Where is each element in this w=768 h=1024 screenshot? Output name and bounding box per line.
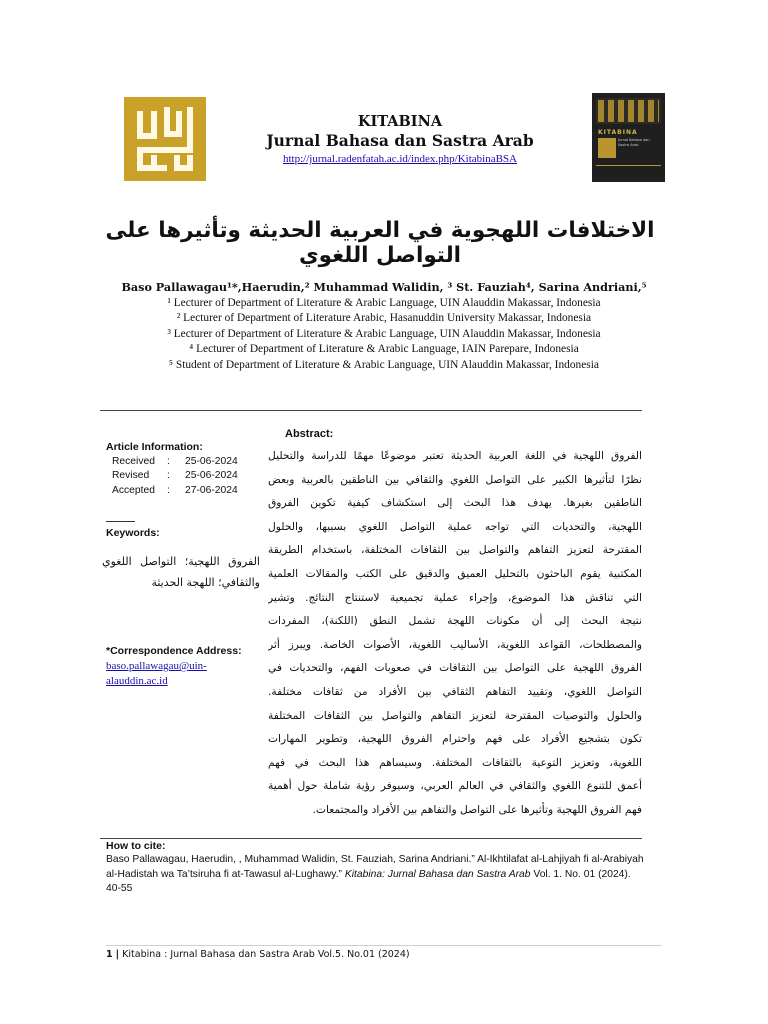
abstract-line: الفروق اللهجية في اللغة العربية الحديثة تعتبر موضوعًا مهمًا للدراسة والتحليل [268, 449, 642, 462]
affiliation-3: ³ Lecturer of Department of Literature & Arabic Language, UIN Alauddin Makassar, Indonesia [167, 327, 601, 340]
page-number: 1 [106, 949, 113, 960]
correspondence-email-link[interactable]: baso.pallawagau@uin-alauddin.ac.id [106, 660, 207, 687]
journal-cover-thumbnail [592, 93, 665, 182]
article-title: الاختلافات اللهجوية في العربية الحديثة وتأثيرها على التواصل اللغوي [105, 218, 655, 268]
abstract-heading: Abstract: [285, 428, 334, 440]
authors-line: Baso Pallawagau¹*,Haerudin,² Muhammad Walidin, ³ St. Fauziah⁴, Sarina Andriani,⁵ [121, 280, 647, 294]
footer-rule [106, 945, 662, 946]
cover-brand: KITABINA [598, 129, 638, 136]
abstract-line: نتيجة البحث إلى أن مكونات اللهجة تشمل النطق (اللكنة)، المفردات [268, 614, 642, 628]
date-row [112, 484, 238, 498]
affiliation-5: ⁵ Student of Department of Literature & Arabic Language, UIN Alauddin Makassar, Indonesia [169, 358, 599, 371]
abstract-line: اللغوية، وتعزيز التوعية بالثقافات المختلفة. وسيساهم هذا البحث في فهم [268, 755, 642, 769]
keywords-heading: Keywords: [106, 527, 160, 539]
abstract-line: التواصل اللغوي، وتقييد التفاهم الثقافي بين الأفراد من ثقافات مختلفة. [268, 684, 642, 698]
footer-separator: | [115, 949, 120, 960]
divider [100, 410, 642, 411]
citation-authors-title: Baso Pallawagau, Haerudin, , Muhammad Walidin, St. Fauziah, Sarina Andriani.” Al-Ikhtilafat al-Lahjiyah fi al-Arabiyah al-Hadistah wa Ta’tsiruha fi at-Tawasul al-Lughawy.” [106, 854, 644, 880]
date-row [112, 455, 238, 469]
date-label: Received [112, 456, 155, 467]
abstract-line: اللهجية، والتحديات التي تواجه عملية التواصل اللغوي بسببها، والحلول [268, 519, 642, 533]
date-value: 25-06-2024 [185, 470, 238, 482]
cover-logo-box [598, 138, 616, 158]
journal-url-link[interactable]: http://jurnal.radenfatah.ac.id/index.php/KitabinaBSA [283, 153, 517, 165]
affiliation-4: ⁴ Lecturer of Department of Literature & Arabic Language, IAIN Parepare, Indonesia [189, 343, 579, 356]
keywords-text: الفروق اللهجية؛ التواصل اللغوي والثقافي؛ اللهجة الحديثة [102, 555, 260, 589]
abstract-line: المكتبية يقوم الباحثون بالتحليل العميق والدقيق على الكتب والمقالات العلمية [268, 566, 642, 580]
abstract-line: التي تناقش هذا الموضوع، وإجراء عملية تجميعية لاستنتاج النتائج. وتشير [268, 590, 642, 604]
article-dates [112, 455, 238, 498]
journal-name: KITABINA [357, 113, 443, 130]
journal-logo [124, 97, 206, 181]
abstract-line: والحلول والتوصيات المقترحة لتعزيز التفاهم والتواصل بين الثقافات المختلفة [268, 708, 642, 722]
page-footer [106, 949, 410, 960]
cover-subtitle: Jurnal Bahasa dan Sastra Arab [618, 138, 650, 147]
correspondence-heading: *Correspondence Address: [106, 645, 242, 657]
date-row [112, 469, 238, 483]
divider [100, 838, 642, 839]
abstract-line: والمصطلحات، القواعد اللغوية، الأساليب اللغوية، الأصوات الخاصة. ويبرز أثر [268, 637, 642, 651]
cover-tiles [598, 100, 659, 122]
abstract-line: الناطقين بغيرها. يهدف هذا البحث إلى استكشاف كيفية تكوين الفروق [268, 496, 642, 510]
abstract-line: أعمق للتنوع اللغوي والثقافي في العالم العربي، وسيوفر رؤية شاملة حول أهمية [268, 779, 642, 793]
date-sep: : [167, 470, 170, 482]
abstract-line: فهم الفروق اللهجية وتأثيرها على التواصل والتفاهم بين الأفراد والمجتمعات. [312, 802, 642, 816]
abstract-body [268, 444, 642, 822]
journal-subtitle: Jurnal Bahasa dan Sastra Arab [266, 131, 534, 150]
citation-journal: Kitabina: Jurnal Bahasa dan Sastra Arab [344, 868, 531, 880]
affiliation-2: ² Lecturer of Department of Literature Arabic, Hasanuddin University Makassar, Indonesia [176, 312, 592, 325]
abstract-line: الفروق اللهجية على التواصل بين الثقافات في صعوبات الفهم، والتحديات في [268, 661, 642, 675]
citation-volume: Vol. 1. No. 01 (2024). 40-55 [106, 868, 631, 895]
date-sep: : [167, 484, 170, 496]
date-value: 27-06-2024 [185, 484, 238, 496]
abstract-line: المقترحة لتعزيز التفاهم والتواصل بين الثقافات المختلفة، باستخدام الطريقة [268, 543, 642, 557]
citation-text [106, 853, 646, 897]
short-rule [106, 521, 135, 522]
date-sep: : [167, 456, 170, 467]
date-value: 25-06-2024 [185, 456, 238, 467]
article-info-heading: Article Information: [106, 441, 203, 453]
date-label: Revised [112, 470, 150, 482]
abstract-line: نظرًا لتأثيرها الكبير على التواصل اللغوي والثقافي بين الناطقين بالعربية وبعض [268, 472, 642, 486]
date-label: Accepted [112, 484, 155, 496]
how-to-cite-heading: How to cite: [106, 840, 166, 852]
footer-journal: Kitabina : Jurnal Bahasa dan Sastra Arab Vol.5. No.01 (2024) [122, 949, 410, 960]
abstract-line: تكون بتشجيع الأفراد على فهم واحترام الفروق اللهجية، وتطوير المهارات [268, 732, 642, 746]
kufic-logo-icon [124, 97, 206, 181]
cover-rule [596, 165, 661, 166]
affiliation-1: ¹ Lecturer of Department of Literature & Arabic Language, UIN Alauddin Makassar, Indonesia [167, 297, 601, 309]
affiliations [100, 296, 668, 373]
